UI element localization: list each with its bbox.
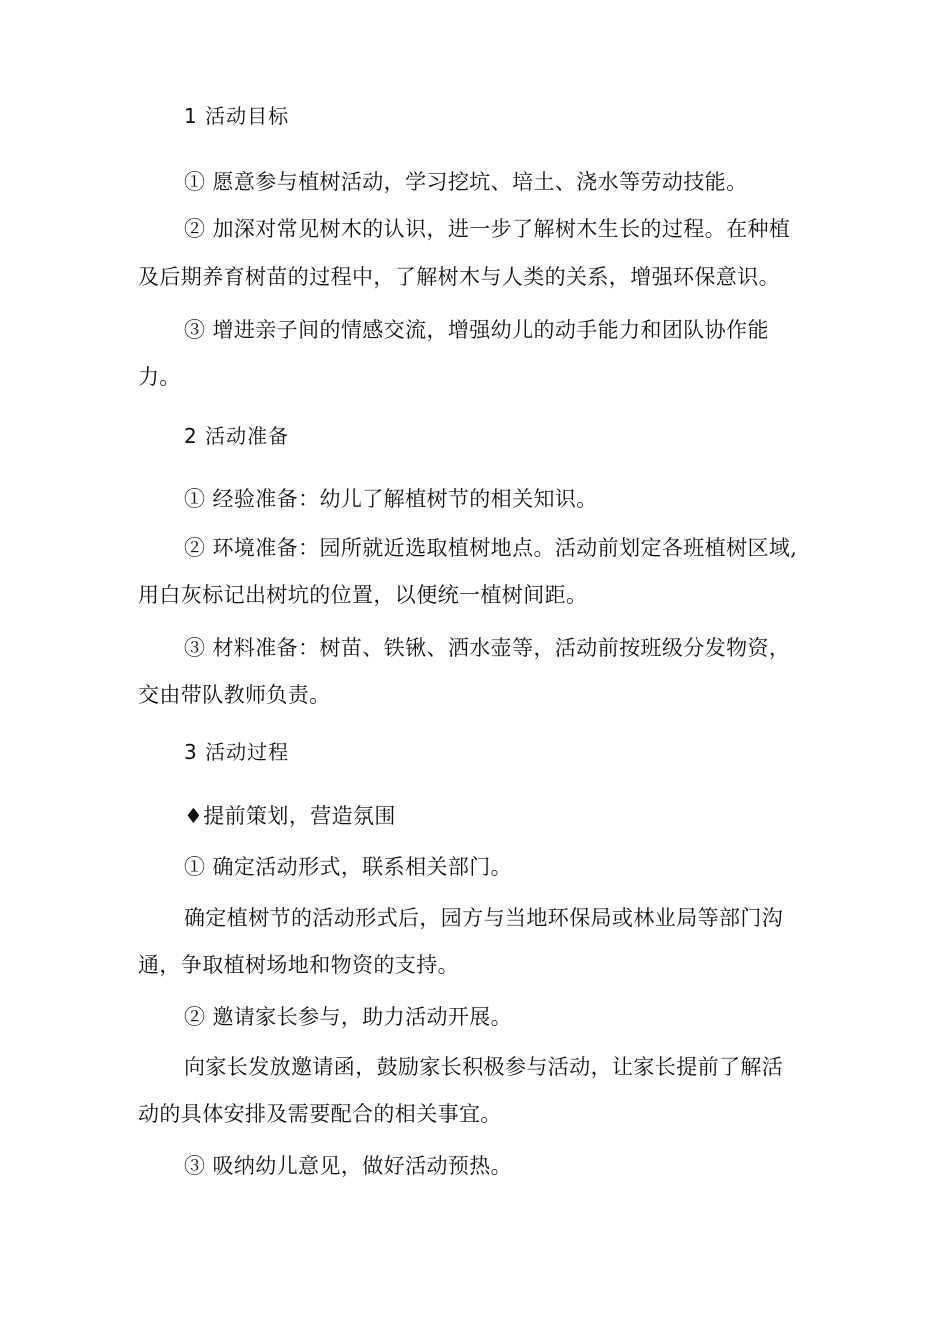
paragraph-line: 确定植树节的活动形式后，园方与当地环保局或林业局等部门沟 [184, 906, 784, 930]
paragraph-line: ③ 吸纳幼儿意见，做好活动预热。 [184, 1154, 513, 1178]
paragraph-line: 向家长发放邀请函，鼓励家长积极参与活动，让家长提前了解活 [184, 1055, 784, 1079]
section-3-heading: 3 活动过程 [184, 740, 290, 764]
subheading-line: ♦提前策划，营造氛围 [184, 804, 396, 828]
paragraph-line: ② 邀请家长参与，助力活动开展。 [184, 1005, 513, 1029]
paragraph-line: ③ 材料准备：树苗、铁锹、洒水壶等，活动前按班级分发物资， [184, 636, 791, 660]
paragraph-line: 及后期养育树苗的过程中，了解树木与人类的关系，增强环保意识。 [138, 265, 780, 289]
paragraph-line: ① 经验准备：幼儿了解植树节的相关知识。 [184, 487, 598, 511]
paragraph-line: ① 确定活动形式，联系相关部门。 [184, 855, 513, 879]
paragraph-line: ① 愿意参与植树活动，学习挖坑、培土、浇水等劳动技能。 [184, 170, 748, 194]
paragraph-line: ③ 增进亲子间的情感交流，增强幼儿的动手能力和团队协作能 [184, 318, 769, 342]
paragraph-line: 用白灰标记出树坑的位置，以便统一植树间距。 [138, 583, 588, 607]
section-1-heading: 1 活动目标 [184, 104, 290, 128]
paragraph-line: 动的具体安排及需要配合的相关事宜。 [138, 1102, 502, 1126]
paragraph-line: 力。 [138, 365, 181, 389]
paragraph-line: 通，争取植树场地和物资的支持。 [138, 953, 459, 977]
paragraph-line: ② 加深对常见树木的认识，进一步了解树木生长的过程。在种植 [184, 217, 791, 241]
section-2-heading: 2 活动准备 [184, 424, 290, 448]
paragraph-line: 交由带队教师负责。 [138, 683, 331, 707]
paragraph-line: ② 环境准备：园所就近选取植树地点。活动前划定各班植树区域, [184, 536, 798, 560]
